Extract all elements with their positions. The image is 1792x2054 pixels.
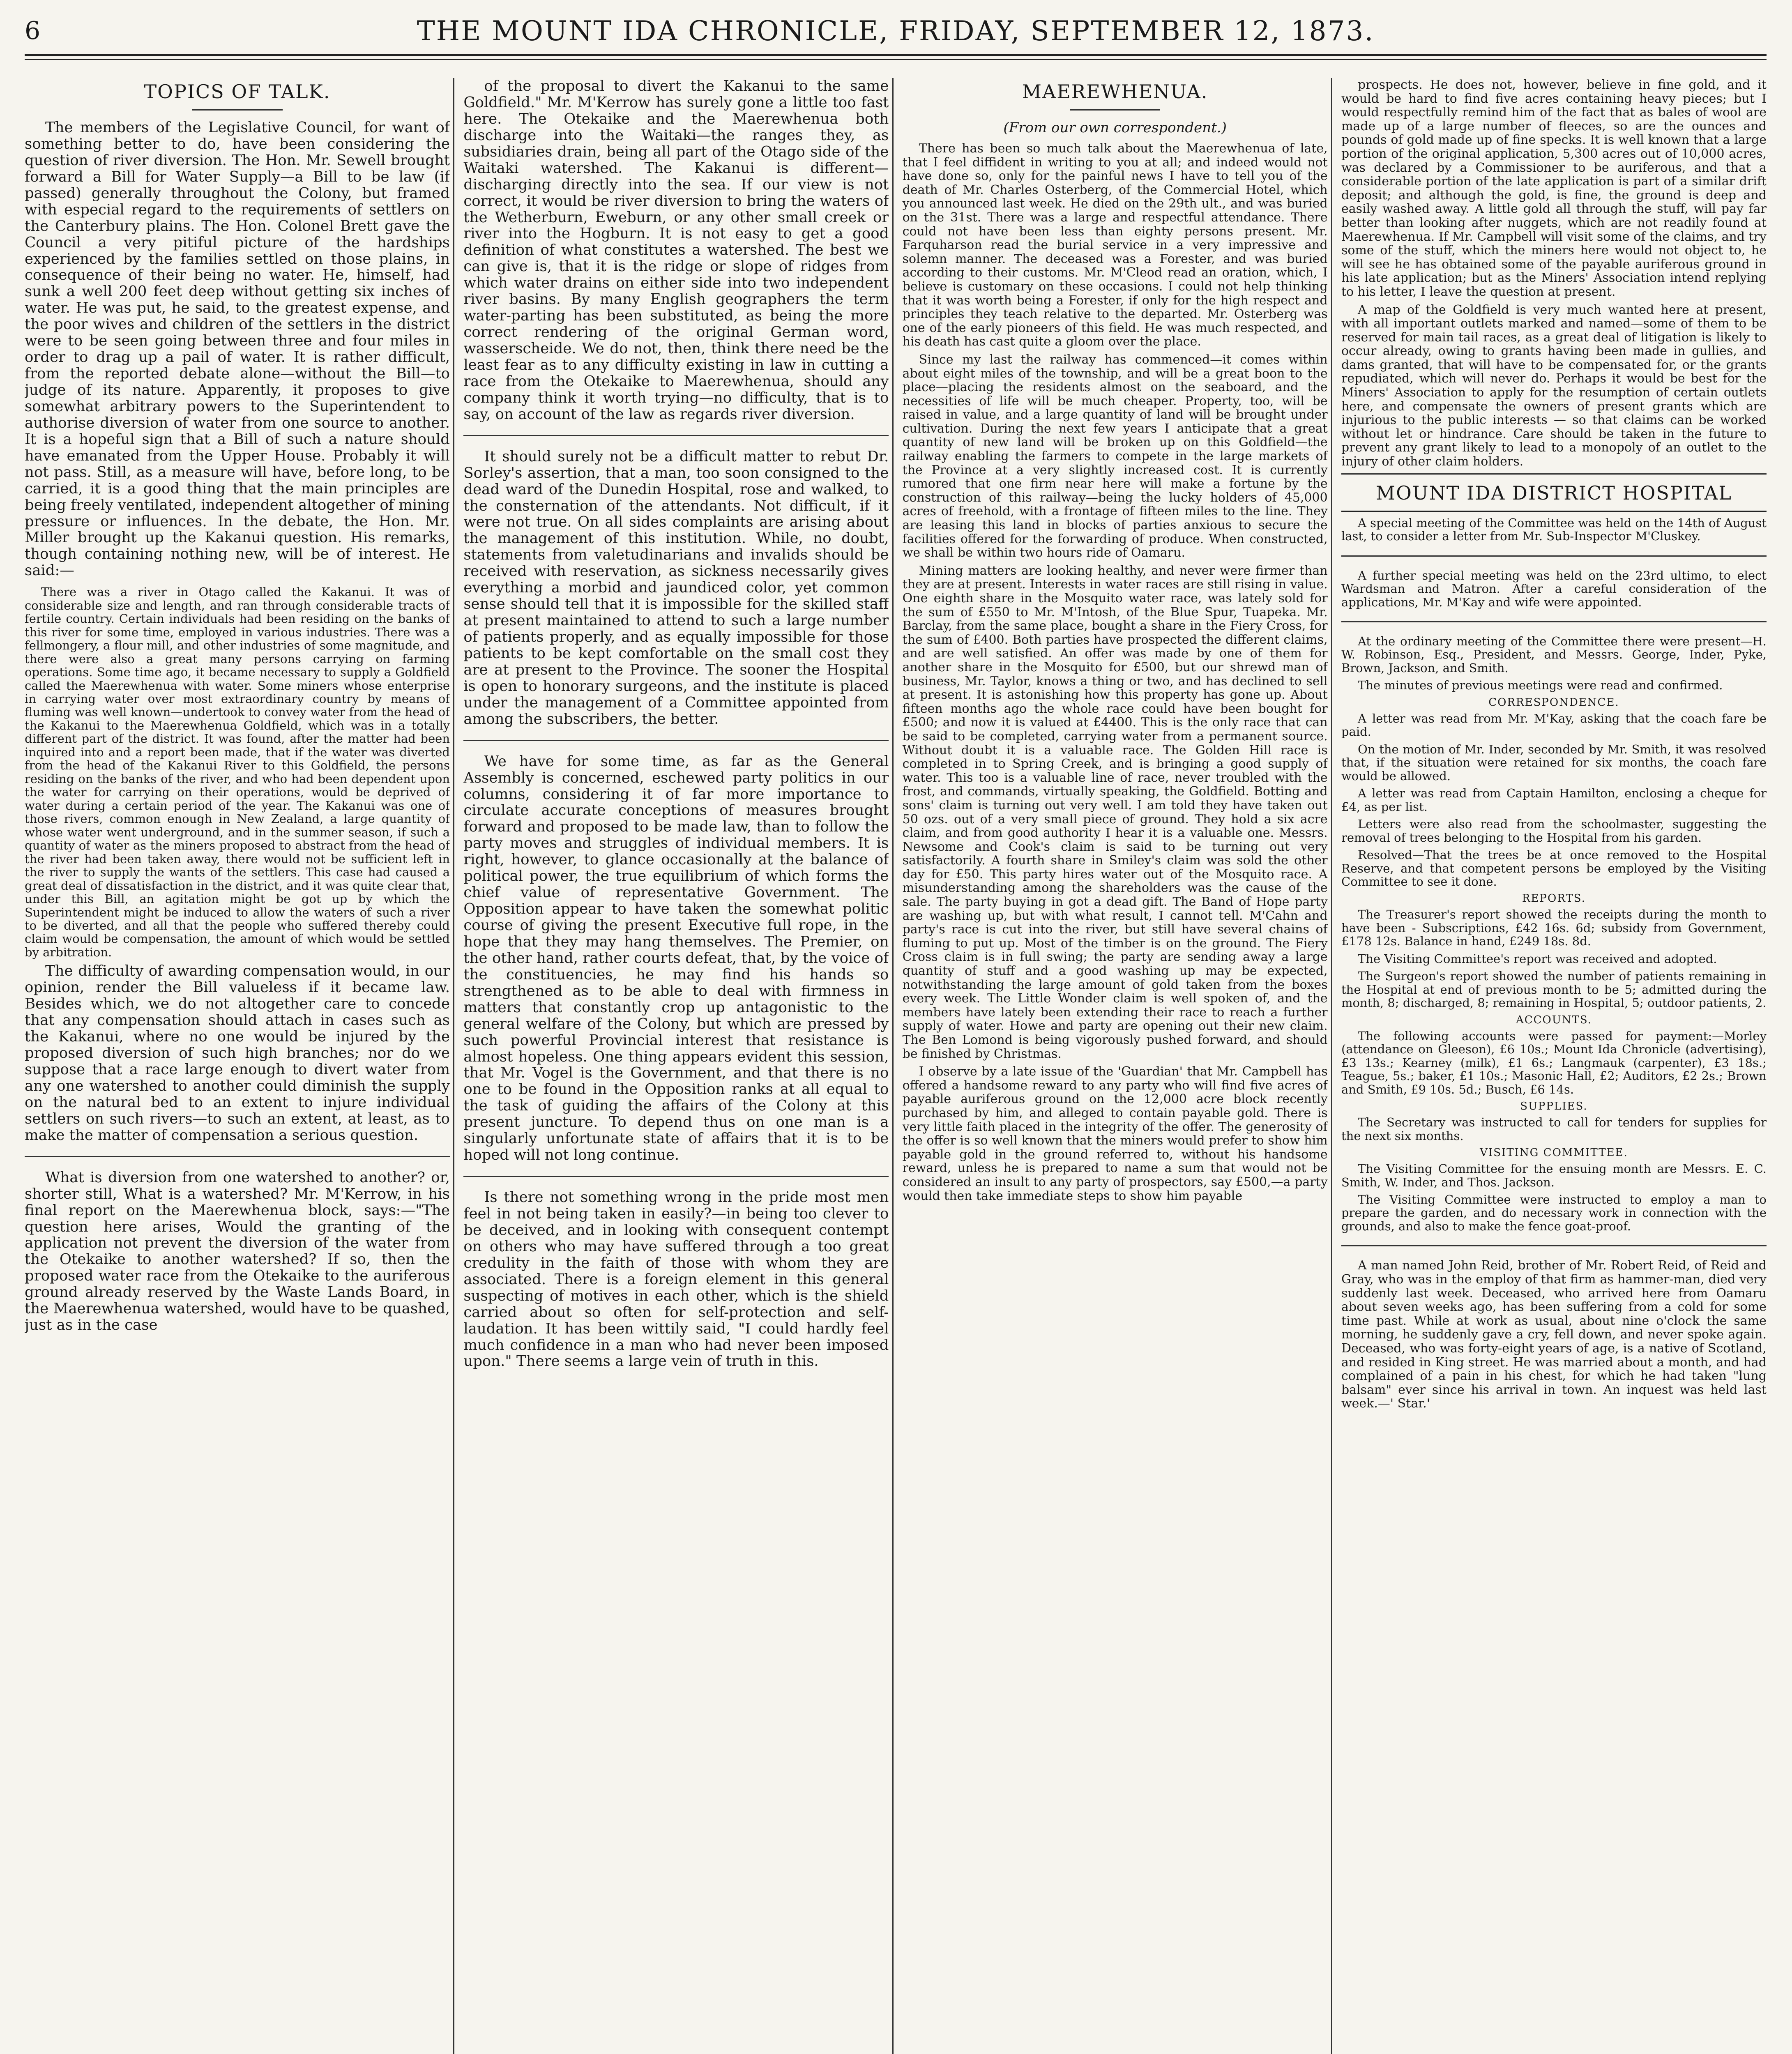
article-paragraph: The difficulty of awarding compensation would, in our opinion, render the Bill valueless if it became law. Besides which, we do not altogether care to concede that any compensation should attach in cases such as the Kakanui, where no one would be injured by the proposed diversion of such high branches; nor do we suppose that a race large enough to divert water from any one watershed to another could diminish the supply on the natural bed to an extent to injure individual settlers on such rivers—to such an extent, at least, as to make the matter of compensation a serious question. <box>25 963 450 1144</box>
quoted-speech: There was a river in Otago called the Kakanui. It was of considerable size and length, and ran through considerable tracts of fertile country. Certain individuals had been residing on the banks of this river for some time, employed in various industries. There was a fellmongery, a flour mill, and other industries of some magnitude, and there were also a great many persons carrying on farming operations. Some time ago, it became necessary to supply a Goldfield called the Maerewhenua with water. Some miners whose enterprise in carrying water over most extraordinary country by means of fluming was well known—undertook to convey water from the head of the Kakanui to the Maerewhenua Goldfield, which was in a totally different part of the district. It was found, after the matter had been inquired into and a report been made, that if the water was diverted from the head of the Kakanui River to this Goldfield, the persons residing on the banks of the river, and who had been dependent upon the water for carrying on their operations, would be deprived of water during a certain period of the year. The Kakanui was one of those rivers, common enough in New Zealand, a large quantity of whose water went underground, and in the summer season, if such a quantity of water as the miners proposed to abstract from the head of the river had been taken away, there would not be sufficient left in the river to supply the wants of the settlers. This case had caused a great deal of dissatisfaction in the district, and it was quite clear that, under this Bill, an agitation might be got up by which the Superintendent might be induced to allow the waters of such a river to be diverted, and all that the people who suffered thereby could claim would be compensation, the amount of which would be settled by arbitration. <box>25 585 450 959</box>
hospital-paragraph: At the ordinary meeting of the Committee there were present—H. W. Robinson, Esq., President, and Messrs. George, Inder, Pyke, Brown, Jackson, and Smith. <box>1341 634 1767 675</box>
masthead-title: THE MOUNT IDA CHRONICLE, FRIDAY, SEPTEMBER 12, 1873. <box>417 15 1375 47</box>
article-paragraph: The members of the Legislative Council, for want of something better to do, have been considering the question of river diversion. The Hon. Mr. Sewell brought forward a Bill for Water Supply—a Bill to be law (if passed) generally throughout the Colony, but framed with especial regard to the requirements of settlers on the Canterbury plains. The Hon. Colonel Brett gave the Council a very pitiful picture of the hardships experienced by the families settled on those plains, in consequence of their being no water. He, himself, had sunk a well 200 feet deep without getting six inches of water. He was put, he said, to the greatest expense, and the poor wives and children of the settlers in the district were to be seen going between three and four miles in order to drag up a pail of water. It is rather difficult, from the reported debate alone—without the Bill—to judge of its nature. Apparently, it proposes to give somewhat arbitrary powers to the Superintendent to authorise diversion of water from one source to another. It is a hopeful sign that a Bill of such a nature should have emanated from the Upper House. Probably it will not pass. Still, as a measure will have, before long, to be carried, it is a good thing that the main principles are being freely ventilated, independent altogether of mining pressure or influences. In the debate, the Hon. Mr. Miller brought up the Kakanui question. His remarks, though containing nothing new, will be of interest. He said:— <box>25 119 450 579</box>
divider <box>192 109 283 111</box>
hospital-paragraph: On the motion of Mr. Inder, seconded by Mr. Smith, it was resolved that, if the situation were retained for six months, the coach fare would be allowed. <box>1341 742 1767 783</box>
hospital-paragraph: A further special meeting was held on the 23rd ultimo, to elect Wardsman and Matron. After a careful consideration of the applications, Mr. M'Kay and wife were appointed. <box>1341 568 1767 609</box>
article-paragraph: Is there not something wrong in the pride most men feel in not being taken in easily?—in being too clever to be deceived, and in looking with consequent contempt on others who may have suffered through a too great credulity in the faith of those with whom they are associated. There is a foreign element in this general suspecting of motives in each other, which is the shield carried about so often for self-protection and self-laudation. It has been wittily said, "I could hardly feel much confidence in a man who had never been imposed upon." There seems a large vein of truth in this. <box>463 1189 889 1370</box>
column-4 <box>1331 78 1767 2054</box>
article-paragraph: We have for some time, as far as the General Assembly is concerned, eschewed party politics in our columns, considering it of far more importance to circulate accurate conceptions of measures brought forward and proposed to be made law, than to follow the party moves and struggles of individual members. It is right, however, to glance occasionally at the balance of political power, the true equilibrium of which forms the chief value of representative Government. The Opposition appear to have taken the somewhat politic course of giving the present Executive full rope, in the hope that they may hang themselves. The Premier, on the other hand, rather courts defeat, that, by the voice of the constituencies, he may find his hands so strengthened as to be able to deal with firmness in matters that constantly crop up antagonistic to the general welfare of the Colony, but which are pressed by such powerful Provincial interest that resistance is almost hopeless. One thing appears evident this session, that Mr. Vogel is the Government, and that there is no one to be found in the Opposition ranks at all equal to the task of guiding the affairs of the Colony at this present juncture. To depend thus on one man is a singularly unfortunate state of affairs that it is to be hoped will not long continue. <box>463 753 889 1164</box>
divider <box>463 740 889 741</box>
masthead-rule-bottom <box>25 59 1767 60</box>
divider <box>1341 555 1767 557</box>
hospital-heading: MOUNT IDA DISTRICT HOSPITAL <box>1341 473 1767 512</box>
divider <box>463 1176 889 1177</box>
divider <box>1341 1245 1767 1246</box>
hospital-paragraph: Letters were also read from the schoolmaster, suggesting the removal of trees belonging to the Hospital from his garden. <box>1341 817 1767 845</box>
article-paragraph: Since my last the railway has commenced—it comes within about eight miles of the township, and will be a great boon to the place—placing the residents almost on the seaboard, and the necessities of life will be much cheaper. Property, too, will be raised in value, and a large quantity of land will be brought under cultivation. During the next few years I anticipate that a great quantity of new land will be broken up on this Goldfield—the railway enabling the farmers to compete in the large markets of the Province at a very slightly increased cost. It is currently rumored that one firm near here will make a fortune by the construction of this railway—being the lucky holders of 45,000 acres of freehold, with a frontage of fifteen miles to the line. They are leasing this land in blocks of parties anxious to secure the facilities offered for the forwarding of produce. When constructed, we shall be within two hours ride of Oamaru. <box>902 352 1328 560</box>
hospital-paragraph: A letter was read from Mr. M'Kay, asking that the coach fare be paid. <box>1341 711 1767 739</box>
article-paragraph: Mining matters are looking healthy, and never were firmer than they are at present. Interests in water races are still rising in value. One eighth share in the Mosquito water race, was lately sold for the sum of £550 to Mr. M'Intosh, of the Blue Spur, Tuapeka. Mr. Barclay, from the same place, bought a share in the Fiery Cross, for the sum of £400. Both parties have prospected the different claims, and are well satisfied. An offer was made by one of them for another share in the Mosquito for £500, but our shrewd man of business, Mr. Taylor, knows a thing or two, and has declined to sell at present. It is astonishing how this property has gone up. About fifteen months ago the whole race could have been bought for £500; and now it is valued at £4400. This is the only race that can be said to be completed, carrying water from a permanent source. Without doubt it is a valuable race. The Golden Hill race is completed in to Spring Creek, and is bringing a good supply of water. This too is a valuable line of race, never troubled with the frost, and commands, virtually speaking, the Goldfield. Botting and sons' claim is turning out very well. I am told they have taken out 50 ozs. out of a very small piece of ground. They hold a six acre claim, and from good authority I hear it is a valuable one. Messrs. Newsome and Cook's claim is said to be turning out very satisfactorily. A fourth share in Smiley's claim was sold the other day for £50. This party hires water out of the Mosquito race. A misunderstanding among the shareholders was the cause of the sale. The party buying in got a dead gift. The Band of Hope party are washing up, but with what result, I cannot tell. M'Cahn and party's race is cut into the river, but still have several chains of fluming to put up. Most of the timber is on the ground. The Fiery Cross claim is in full swing; the party are sending away a large quantity of stuff and a good washing up may be expected, notwithstanding the large amount of gold taken from the boxes every week. The Little Wonder claim is well spoken of, and the members have lately been extending their race to reach a further supply of water. Howe and party are opening out their new claim. The Ben Lomond is being vigorously pushed forward, and should be finished by Christmas. <box>902 563 1328 1061</box>
accounts-label: ACCOUNTS. <box>1516 1013 1592 1026</box>
hospital-paragraph: A letter was read from Captain Hamilton, enclosing a cheque for £4, as per list. <box>1341 786 1767 814</box>
divider <box>1070 109 1160 111</box>
visiting-committee-label: VISITING COMMITTEE. <box>1480 1147 1628 1159</box>
masthead-rule-top <box>25 54 1767 56</box>
hospital-paragraph: A special meeting of the Committee was held on the 14th of August last, to consider a letter from Mr. Sub-Inspector M'Cluskey. <box>1341 516 1767 543</box>
article-paragraph: prospects. He does not, however, believe in fine gold, and it would be hard to find five acres containing heavy pieces; but I would respectfully remind him of the fact that as bales of wool are made up of a large number of fleeces, so are the ounces and pounds of gold made up of fine specks. It is well known that a large portion of the original application, 5,300 acres out of 10,000 acres, was declared by a Commissioner to be auriferous, and that a considerable portion of the late application is part of a similar drift deposit; and although the gold, is fine, the ground is deep and easily washed away. A little gold all through the stuff, will pay far better than looking after nuggets, which are not readily found at Maerewhenua. If Mr. Campbell will visit some of the claims, and try some of the stuff, which the miners here would not object to, he will see he has obtained some of the payable auriferous ground in his late application; but as the Miners' Association intend replying to his letter, I leave the question at present. <box>1341 78 1767 299</box>
maerewhenua-heading: MAEREWHENUA. <box>1022 81 1208 103</box>
hospital-paragraph: Resolved—That the trees be at once removed to the Hospital Reserve, and that competent persons be employed by the Visiting Committee to see it done. <box>1341 848 1767 889</box>
reports-label: REPORTS. <box>1522 892 1586 905</box>
hospital-paragraph: The minutes of previous meetings were read and confirmed. <box>1357 678 1723 693</box>
divider <box>25 1156 450 1157</box>
hospital-paragraph: The following accounts were passed for payment:—Morley (attendance on Gleeson), £6 10s.; Mount Ida Chronicle (advertising), £3 13s.; Kearney (milk), £1 6s.; Langmauk (carpenter), £3 18s.; Teague, 5s.; baker, £1 10s.; Masonic Hall, £2; Auditors, £2 2s.; Brown and Smith, £9 10s. 5d.; Busch, £6 14s. <box>1341 1029 1767 1096</box>
masthead <box>25 12 1767 49</box>
article-paragraph: It should surely not be a difficult matter to rebut Dr. Sorley's assertion, that a man, too soon consigned to the dead ward of the Dunedin Hospital, rose and walked, to the consternation of the attendants. Not difficult, if it were not true. On all sides complaints are arising about the management of this institution. While, no doubt, statements from valetudinarians and invalids should be received with reservation, as sickness necessarily gives everything a morbid and jaundiced color, yet common sense should tell that it is impossible for the skilled staff at present maintained to attend to such a large number of patients properly, and as equally impossible for those patients to be kept comfortable on the small cost they are at present to the Province. The sooner the Hospital is open to honorary surgeons, and the institute is placed under the management of a Committee appointed from among the subscribers, the better. <box>463 448 889 728</box>
hospital-paragraph: The Visiting Committee for the ensuing month are Messrs. E. C. Smith, W. Inder, and Thos. Jackson. <box>1341 1162 1767 1189</box>
hospital-paragraph: The Treasurer's report showed the receipts during the month to have been - Subscriptions, £42 16s. 6d; subsidy from Government, £178 12s. Balance in hand, £249 18s. 8d. <box>1341 907 1767 949</box>
divider <box>463 435 889 436</box>
divider <box>1341 621 1767 622</box>
topics-of-talk-heading: TOPICS OF TALK. <box>144 81 331 103</box>
article-paragraph: of the proposal to divert the Kakanui to the same Goldfield." Mr. M'Kerrow has surely gone a little too fast here. The Otekaike and the Maerewhenua both discharge into the Waitaki—the ranges they, as subsidiaries drain, being all part of the Otago side of the Waitaki watershed. The Kakanui is different—discharging directly into the sea. If our view is not correct, it would be river diversion to bring the waters of the Wetherburn, Eweburn, or any other small creek or river into the Hogburn. It is not easy to get a good definition of what constitutes a watershed. The best we can give is, that it is the ridge or slope of ridges from which water drains on either side into two independent river basins. By many English geographers the term water-parting has been substituted, as being the more correct rendering of the original German word, wasserscheide. We do not, then, think there need be the least fear as to any difficulty existing in law in cutting a race from the Otekaike to Maerewhenua, should any company think it worth trying—no difficulty, that is to say, on account of the law as regards river diversion. <box>463 78 889 423</box>
hospital-paragraph: The Surgeon's report showed the number of patients remaining in the Hospital at end of previous month to be 5; admitted during the month, 8; discharged, 8; remaining in Hospital, 5; outdoor patients, 2. <box>1341 969 1767 1010</box>
article-paragraph: A map of the Goldfield is very much wanted here at present, with all important outlets marked and named—some of them to be reserved for main tail races, as a great deal of litigation is likely to occur already, owing to grants having been made in gullies, and dams granted, that will have to be compensated for, or the grants repudiated, which will never do. Perhaps it would be best for the Miners' Association to apply for the resumption of certain outlets here, and compensate the owners of present grants which are injurious to the public interests — so that claims can be worked without let or hindrance. Care should be taken in the future to prevent any grant likely to lead to a monopoly of an outlet to the injury of other claim holders. <box>1341 302 1767 469</box>
hospital-paragraph: The Visiting Committee were instructed to employ a man to prepare the garden, and do necessary work in connection with the grounds, and also to make the fence goat-proof. <box>1341 1192 1767 1233</box>
correspondent-byline: (From our own correspondent.) <box>1003 120 1227 136</box>
article-paragraph: What is diversion from one watershed to another? or, shorter still, What is a watershed? Mr. M'Kerrow, in his final report on the Maerewhenua block, says:—"The question here arises, Would the granting of the application not prevent the diversion of the water from the Otekaike to another watershed? If so, then the proposed water race from the Otekaike to the auriferous ground already reserved by the Waste Lands Board, in the Maerewhenua watershed, would have to be quashed, just as in the case <box>25 1169 450 1334</box>
column-2 <box>453 78 889 2054</box>
article-paragraph: There has been so much talk about the Maerewhenua of late, that I feel diffident in writing to you at all; and indeed would not have done so, only for the painful news I have to tell you of the death of Mr. Charles Osterberg, of the Commercial Hotel, which you announced last week. He died on the 29th ult., and was buried on the 31st. There was a large and respectful attendance. There could not have been less than eighty persons present. Mr. Farquharson read the burial service in a very impressive and solemn manner. The deceased was a Forester, and was buried according to their customs. Mr. M'Cleod read an oration, which, I believe is customary on these occasions. I could not help thinking that it was worth being a Forester, if only for the high respect and principles they teach relative to the departed. Mr. Osterberg was one of the early pioneers of this field. He was much respected, and his death has cast quite a gloom over the place. <box>902 141 1328 349</box>
article-paragraph: A man named John Reid, brother of Mr. Robert Reid, of Reid and Gray, who was in the employ of that firm as hammer-man, died very suddenly last week. Deceased, who arrived here from Oamaru about seven weeks ago, has been suffering from a cold for some time past. While at work as usual, about nine o'clock the same morning, he suddenly gave a cry, fell down, and never spoke again. Deceased, who was forty-eight years of age, is a native of Scotland, and resided in King street. He was married about a month, and had complained of a pain in his chest, for which he had taken "lung balsam" ever since his arrival in town. An inquest was held last week.—' Star.' <box>1341 1258 1767 1411</box>
column-3 <box>892 78 1328 2054</box>
supplies-label: SUPPLIES. <box>1520 1100 1588 1113</box>
hospital-paragraph: The Secretary was instructed to call for tenders for supplies for the next six months. <box>1341 1115 1767 1143</box>
article-paragraph: I observe by a late issue of the 'Guardian' that Mr. Campbell has offered a handsome reward to any party who will find five acres of payable auriferous ground on the 12,000 acre block recently purchased by him, and alleged to contain payable gold. There is very little faith placed in the integrity of the offer. The generosity of the offer is so well known that the miners would prefer to show him payable gold in the ground referred to, without his handsome reward, unless he is prepared to name a sum that would not be considered an insult to any party of prospectors, say £500,—a party would then take immediate steps to show him payable <box>902 1064 1328 1203</box>
column-1 <box>25 78 450 2054</box>
columns <box>25 78 1767 2054</box>
page-number: 6 <box>25 16 41 45</box>
correspondence-label: CORRESPONDENCE. <box>1488 696 1619 709</box>
hospital-paragraph: The Visiting Committee's report was received and adopted. <box>1357 951 1717 966</box>
